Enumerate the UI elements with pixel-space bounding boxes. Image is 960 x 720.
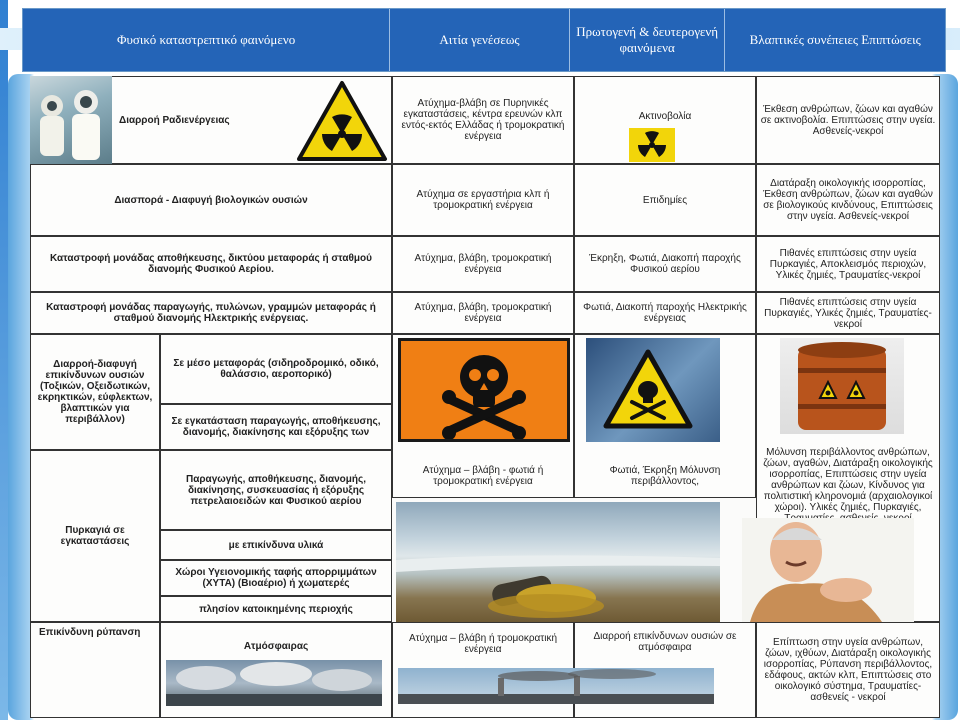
r2-impact: Διατάραξη οικολογικής ισορροπίας, Έκθεση ανθρώπων, ζώων και αγαθών σε βιολογικούς κινδύνους, Επιπτώσεις στην υγεία. Ασθενείς-νεκροί xyxy=(756,164,940,236)
header-effects: Πρωτογενή & δευτερογενή φαινόμενα xyxy=(570,9,726,71)
r1-impact: Έκθεση ανθρώπων, ζώων και αγαθών σε ακτινοβολία. Επιπτώσεις στην υγεία. Ασθενείς-νεκροί xyxy=(756,76,940,164)
r5-cause: Ατύχημα – βλάβη - φωτιά ή τρομοκρατική ενέργεια xyxy=(392,334,574,498)
protective-suits-photo xyxy=(30,76,112,164)
health-impact-photo xyxy=(742,518,914,622)
air-pollution-photo xyxy=(166,660,382,706)
radiation-warning-icon xyxy=(296,80,388,162)
r2-cause: Ατύχημα σε εργαστήρια κλπ ή τρομοκρατική ενέργεια xyxy=(392,164,574,236)
skull-crossbones-icon xyxy=(401,341,567,439)
header-phenomenon: Φυσικό καταστρεπτικό φαινόμενο xyxy=(23,9,390,71)
hazard-table xyxy=(30,76,940,718)
table-header xyxy=(22,8,946,72)
r6-sub-residential: πλησίον κατοικημένης περιοχής xyxy=(160,596,392,622)
r5-impact: Μόλυνση περιβάλλοντος ανθρώπων, ζώων, αγαθών, Διατάραξη οικολογικής ισορροπίας, Επιπτώσεις στην υγεία ανθρώπων και ζώων, Κίνδυνος για πολιτιστική κληρονομιά (αρχαιολογικοί χώροι). Υλικές ζημιές, Πυρκαγιές, xyxy=(756,334,940,622)
r7-phenomenon: Επικίνδυνη ρύπανση xyxy=(30,622,160,718)
radiation-small-icon xyxy=(629,128,675,162)
r3-impact: Πιθανές επιπτώσεις στην υγεία Πυρκαγιές, Αποκλεισμός περιοχών, Υλικές ζημιές, Τραυματίες-νεκροί xyxy=(756,236,940,292)
r5-phenomenon: Διαρροή-διαφυγή επικίνδυνων ουσιών (Τοξικών, Οξειδωτικών, εκρηκτικών, εύφλεκτων, βλαπτικών για περιβάλλον) xyxy=(30,334,160,450)
r2-phenomenon: Διασπορά - Διαφυγή βιολογικών ουσιών xyxy=(30,164,392,236)
r1-phenomenon: Διαρροή Ραδιενέργειας xyxy=(30,76,392,164)
pollution-pipe-photo xyxy=(396,502,720,622)
industrial-smoke-photo xyxy=(398,668,714,704)
r3-phenomenon: Καταστροφή μονάδας αποθήκευσης, δικτύου μεταφοράς ή σταθμού διανομής Φυσικού Αερίου. xyxy=(30,236,392,292)
toxic-orange-sign xyxy=(398,338,570,442)
r5-sub-transport: Σε μέσο μεταφοράς (σιδηροδρομικό, οδικό, θαλάσσιο, αεροπορικό) xyxy=(160,334,392,404)
r1-cause: Ατύχημα-βλάβη σε Πυρηνικές εγκαταστάσεις, κέντρα ερευνών κλπ εντός-εκτός Ελλάδας ή τρομοκρατική ενέργεια xyxy=(392,76,574,164)
header-cause: Αιτία γενέσεως xyxy=(390,9,570,71)
header-impacts: Βλαπτικές συνέπειες Επιπτώσεις xyxy=(725,9,945,71)
r3-effect: Έκρηξη, Φωτιά, Διακοπή παροχής Φυσικού αερίου xyxy=(574,236,756,292)
r5-sub-petroleum: Παραγωγής, αποθήκευσης, διανομής, διακίνησης, συσκευασίας ή εξόρυξης πετρελαιοειδών και Φυσικού αερίου xyxy=(160,450,392,530)
r2-effect: Επιδημίες xyxy=(574,164,756,236)
r4-effect: Φωτιά, Διακοπή παροχής Ηλεκτρικής ενέργειας xyxy=(574,292,756,334)
r4-phenomenon: Καταστροφή μονάδας παραγωγής, πυλώνων, γραμμών μεταφοράς ή σταθμού διανομής Ηλεκτρικής ενέργειας. xyxy=(30,292,392,334)
r6-phenomenon: Πυρκαγιά σε εγκαταστάσεις xyxy=(30,450,160,622)
r7-impact: Επίπτωση στην υγεία ανθρώπων, ζώων, ιχθύων, Διατάραξη οικολογικής ισορροπίας, Ρύπανση περιβάλλοντος, εδάφους, ακτών κλπ, Επιπτώσεις στο οικολογικό σύστημα, Τραυματίες-ασθενείς - νεκροί xyxy=(756,622,940,718)
r5-sub-facility: Σε εγκατάσταση παραγωγής, αποθήκευσης, διανομής, διακίνησης και εξόρυξης των xyxy=(160,404,392,450)
r5-effect: Φωτιά, Έκρηξη Μόλυνση περιβάλλοντος, xyxy=(574,334,756,498)
toxic-triangle-photo xyxy=(586,338,720,442)
r6-sub-landfill: Χώροι Υγειονομικής ταφής απορριμμάτων (ΧΥΤΑ) (Βιοαέριο) ή χωματερές xyxy=(160,560,392,596)
r6-sub-hazardous: με επικίνδυνα υλικά xyxy=(160,530,392,560)
r1-effect: Ακτινοβολία xyxy=(574,76,756,164)
r4-impact: Πιθανές επιπτώσεις στην υγεία Πυρκαγιές, Υλικές ζημιές, Τραυματίες-νεκροί xyxy=(756,292,940,334)
r3-cause: Ατύχημα, βλάβη, τρομοκρατική ενέργεια xyxy=(392,236,574,292)
radioactive-barrel-photo xyxy=(780,338,904,434)
r7-sub-atmosphere: Ατμόσφαιρας xyxy=(160,622,392,718)
r4-cause: Ατύχημα, βλάβη, τρομοκρατική ενέργεια xyxy=(392,292,574,334)
slide-left-accent xyxy=(0,0,8,720)
r7-effect: Διαρροή επικίνδυνων ουσιών σε ατμόσφαιρα xyxy=(574,622,756,718)
r7-cause: Ατύχημα – βλάβη ή τρομοκρατική ενέργεια xyxy=(392,622,574,718)
